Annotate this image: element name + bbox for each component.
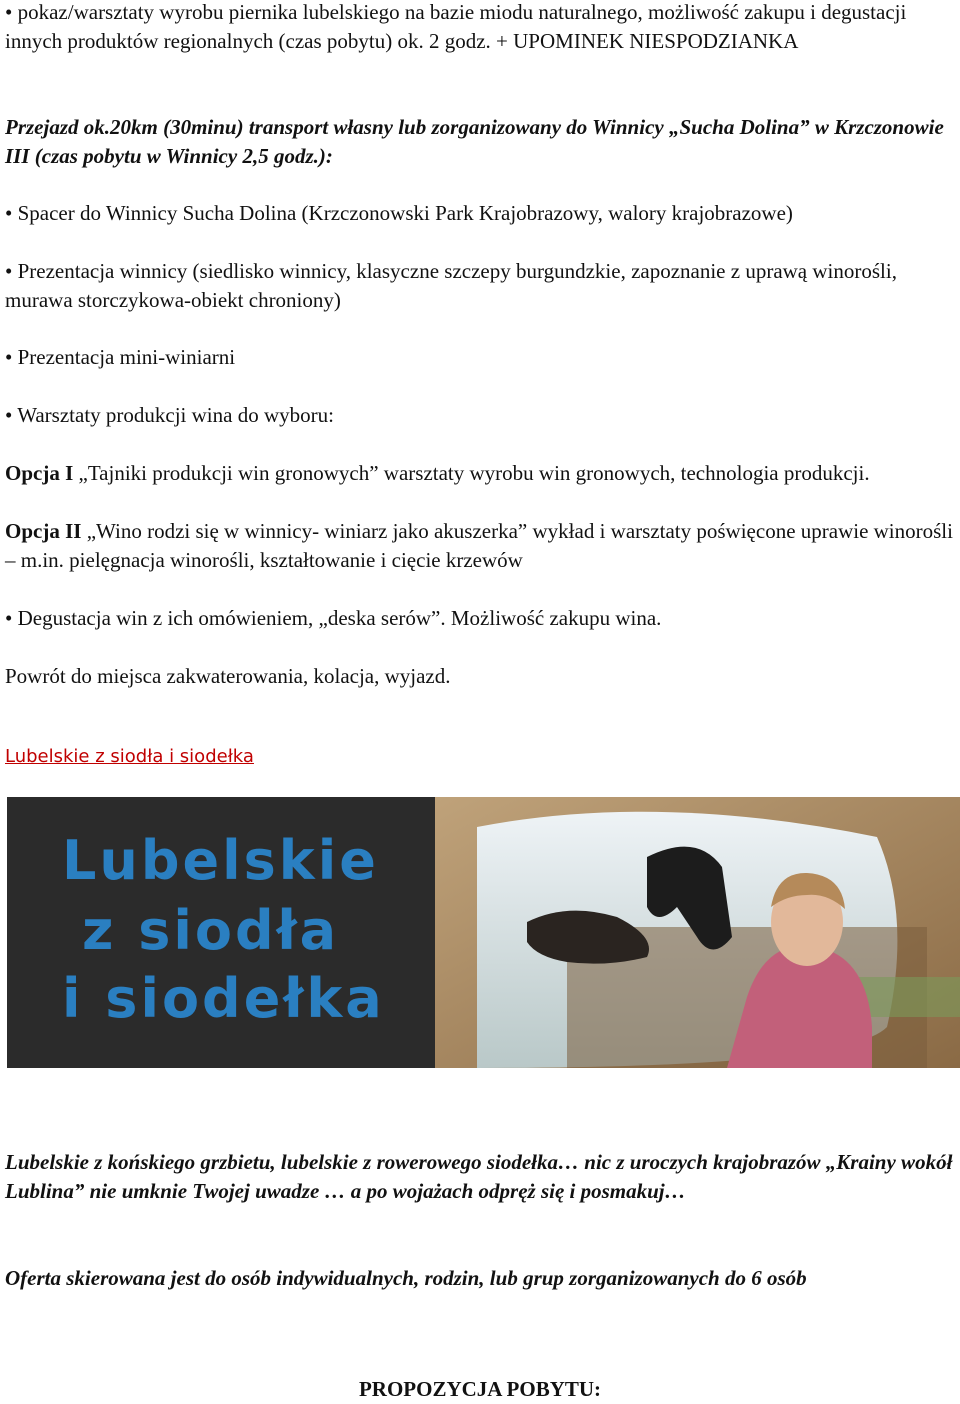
banner-line-2: z siodła [82, 899, 340, 962]
offer-paragraph: Oferta skierowana jest do osób indywidualnych, rodzin, lub grup zorganizowanych do 6 osób [5, 1266, 807, 1290]
option-two-label: Opcja II [5, 519, 82, 543]
proposal-title: PROPOZYCJA POBYTU: [358, 1377, 602, 1401]
option-one-text: „Tajniki produkcji win gronowych” warsztaty wyrobu win gronowych, technologia produkcji. [73, 461, 870, 485]
banner-line-3: i siodełka [62, 967, 385, 1030]
section-heading: Lubelskie z siodła i siodełka [5, 746, 254, 767]
option-two [5, 517, 955, 575]
bullet-workshops: • Warsztaty produkcji wina do wyboru: [5, 403, 334, 427]
option-one-label: Opcja I [5, 461, 74, 485]
banner-line-1: Lubelskie [62, 829, 379, 892]
transfer-paragraph: Przejazd ok.20km (30minu) transport własny lub zorganizowany do Winnicy „Sucha Dolina” w Krzczonowie III (czas pobytu w Winnicy 2,5 godz.): [5, 115, 944, 168]
bullet-vineyard: • Prezentacja winnicy (siedlisko winnicy, klasyczne szczepy burgundzkie, zapoznanie z uprawą winorośli, murawa storczykowa-obiekt chroniony) [5, 259, 897, 312]
banner-graphic [7, 797, 960, 1068]
banner-image [7, 797, 960, 1068]
tagline-paragraph: Lubelskie z końskiego grzbietu, lubelskie z rowerowego siodełka… nic z uroczych krajobrazów „Krainy wokół Lublina” nie umknie Twojej uwadze … a po wojażach odpręż się i posmakuj… [5, 1150, 953, 1203]
option-one [5, 459, 955, 488]
bullet-walk: • Spacer do Winnicy Sucha Dolina (Krzczonowski Park Krajobrazowy, walory krajobrazowe) [5, 201, 793, 225]
bullet-tasting: • Degustacja win z ich omówieniem, „deska serów”. Możliwość zakupu wina. [5, 606, 662, 630]
bullet-mini-winery: • Prezentacja mini-winiarni [5, 345, 236, 369]
return-paragraph: Powrót do miejsca zakwaterowania, kolacja, wyjazd. [5, 664, 451, 688]
intro-bullet: • pokaz/warsztaty wyrobu piernika lubelskiego na bazie miodu naturalnego, możliwość zakupu i degustacji innych produktów regionalnych (czas pobytu) ok. 2 godz. + UPOMINEK NIESPODZIANKA [5, 0, 907, 53]
option-two-text: „Wino rodzi się w winnicy- winiarz jako akuszerka” wykład i warsztaty poświęcone uprawie winorośli – m.in. pielęgnacja winorośli, kształtowanie i cięcie krzewów [5, 519, 953, 572]
